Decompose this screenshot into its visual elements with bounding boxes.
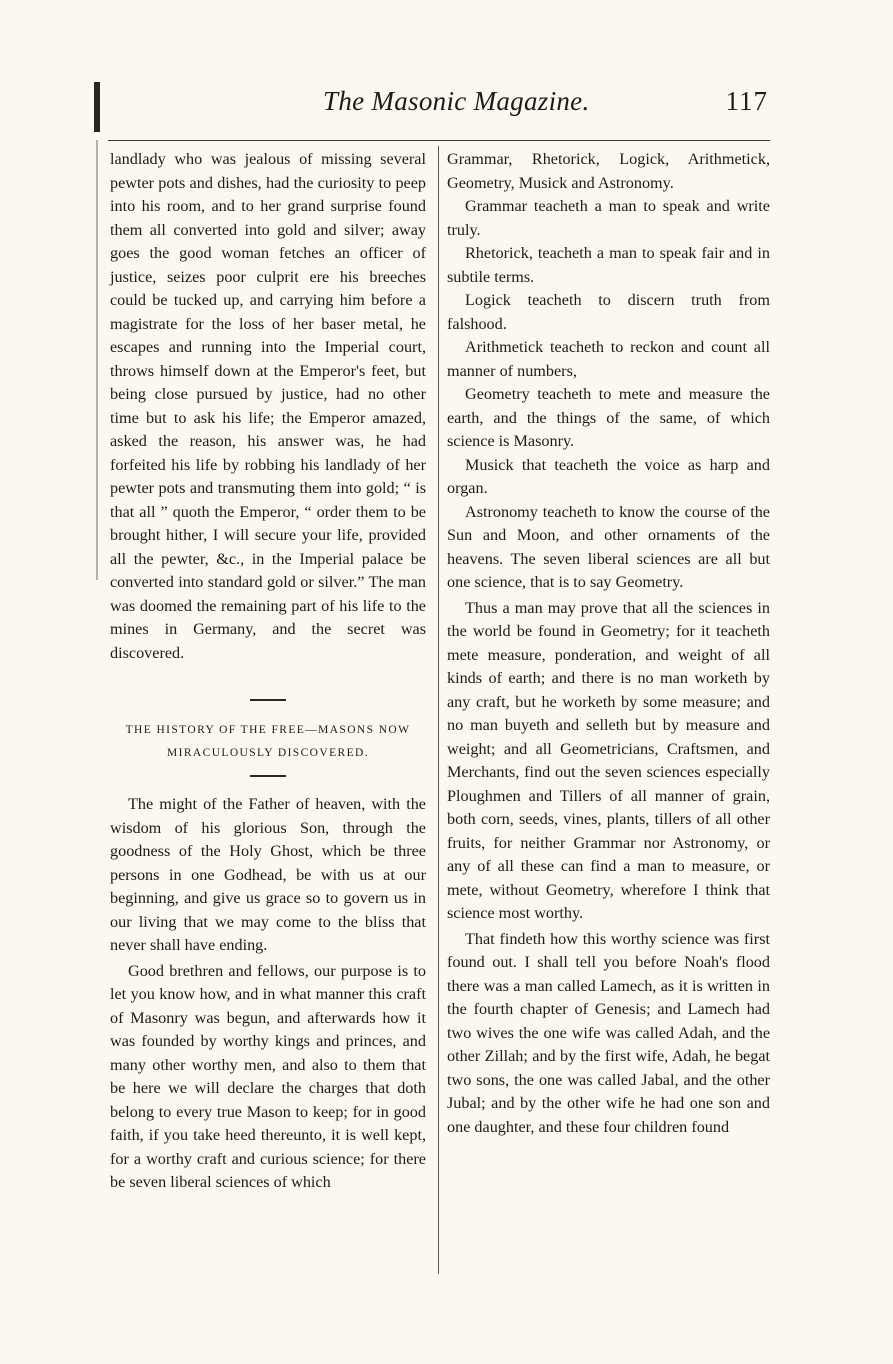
column-divider — [438, 146, 439, 1274]
right-paragraph-logick: Logick teacheth to discern truth from falshood. — [447, 291, 770, 333]
page-number: 117 — [725, 86, 768, 116]
section-heading-line-1: THE HISTORY OF THE FREE—MASONS NOW — [125, 724, 411, 736]
right-paragraph-musick: Musick that teacheth the voice as harp and organ. — [447, 455, 770, 497]
right-paragraph-geometry: Geometry teacheth to mete and measure the earth, and the things of the same, of which science is Masonry. — [447, 385, 770, 450]
right-paragraph-lamech: That findeth how this worthy science was first found out. I shall tell you before Noah's flood there was a man called Lamech, as it is written in the fourth chapter of Genesis; and Lamech had two wives the one wife was called Adah, and the other Zillah; and by the first wife, Adah, he begat two sons, the one was called Jabal, and the other Jubal; and by the other wife he had one son and one daughter, and these four children found — [447, 929, 770, 1136]
left-column — [110, 148, 426, 1195]
left-paragraph-invocation: The might of the Father of heaven, with the wisdom of his glorious Son, through the goodness of the Holy Ghost, which be three persons in one Godhead, be with us at our beginning, and give us grace so to govern us in our living that we may come to the bliss that never shall have ending. — [110, 795, 426, 954]
left-paragraph-purpose: Good brethren and fellows, our purpose is to let you know how, and in what manner this craft of Masonry was begun, and afterwards how it was founded by worthy kings and princes, and many other worthy men, and also to them that be here we will declare the charges that doth belong to every true Mason to keep; for in good faith, if you take heed thereunto, it is well kept, for a worthy craft and curious science; for there be seven liberal sciences of which — [110, 961, 426, 1191]
page-edge-shadow — [96, 140, 98, 580]
right-paragraph-arithmetick: Arithmetick teacheth to reckon and count all manner of numbers, — [447, 338, 770, 380]
right-paragraph-astronomy: Astronomy teacheth to know the course of the Sun and Moon, and other ornaments of the heavens. The seven liberal sciences are all but one science, that is to say Geometry. — [447, 502, 770, 591]
right-paragraph-rhetorick: Rhetorick, teacheth a man to speak fair and in subtile terms. — [447, 244, 770, 286]
right-paragraph-prove-geometry: Thus a man may prove that all the sciences in the world be found in Geometry; for it teacheth mete measure, ponderation, and weight of all kinds of earth; and there is no man worketh by any craft, but he worketh by some measure; and no man buyeth and selleth but by measure and weight; and all Geometricians, Craftsmen, and Merchants, find out the seven sciences especially Ploughmen and Tillers of all manner of grain, both corn, seeds, vines, plants, tillers of all other fruits, for neither Grammar nor Astronomy, or any of all these can find a man to measure, or mete, without Geometry, wherefore I think that science most worthy. — [447, 598, 770, 922]
right-column — [447, 148, 770, 1139]
right-paragraph-grammar: Grammar teacheth a man to speak and write truly. — [447, 197, 770, 239]
section-heading-line-2: MIRACULOUSLY DISCOVERED. — [167, 747, 369, 759]
magazine-title: The Masonic Magazine. — [323, 86, 590, 116]
left-paragraph-continued: landlady who was jealous of missing several pewter pots and dishes, had the curiosity to peep into his room, and to her grand surprise found them all converted into gold and silver; away goes the good woman fetches an officer of justice, seizes poor culprit ere his breeches could be tucked up, and carrying him before a magistrate for the loss of her baser metal, he escapes and running into the Imperial court, throws himself down at the Emperor's feet, but being close pursued by justice, had no other time but to ask his life; the Emperor amazed, asked the reason, his answer was, he had forfeited his life by robbing his landlady of her pewter pots and transmuting them into gold; “ is that all ” quoth the Emperor, “ order them to be brought hither, I will secure your life, provided all the pewter, &c., in the Imperial palace be converted into standard gold or silver.” The man was doomed the remaining part of his life to the mines in Germany, and the secret was discovered. — [110, 150, 426, 662]
right-paragraph-sciences-list: Grammar, Rhetorick, Logick, Arithmetick, Geometry, Musick and Astronomy. — [447, 150, 770, 192]
page-header — [108, 86, 768, 126]
header-rule — [108, 140, 770, 141]
page-edge-mark — [94, 82, 100, 132]
